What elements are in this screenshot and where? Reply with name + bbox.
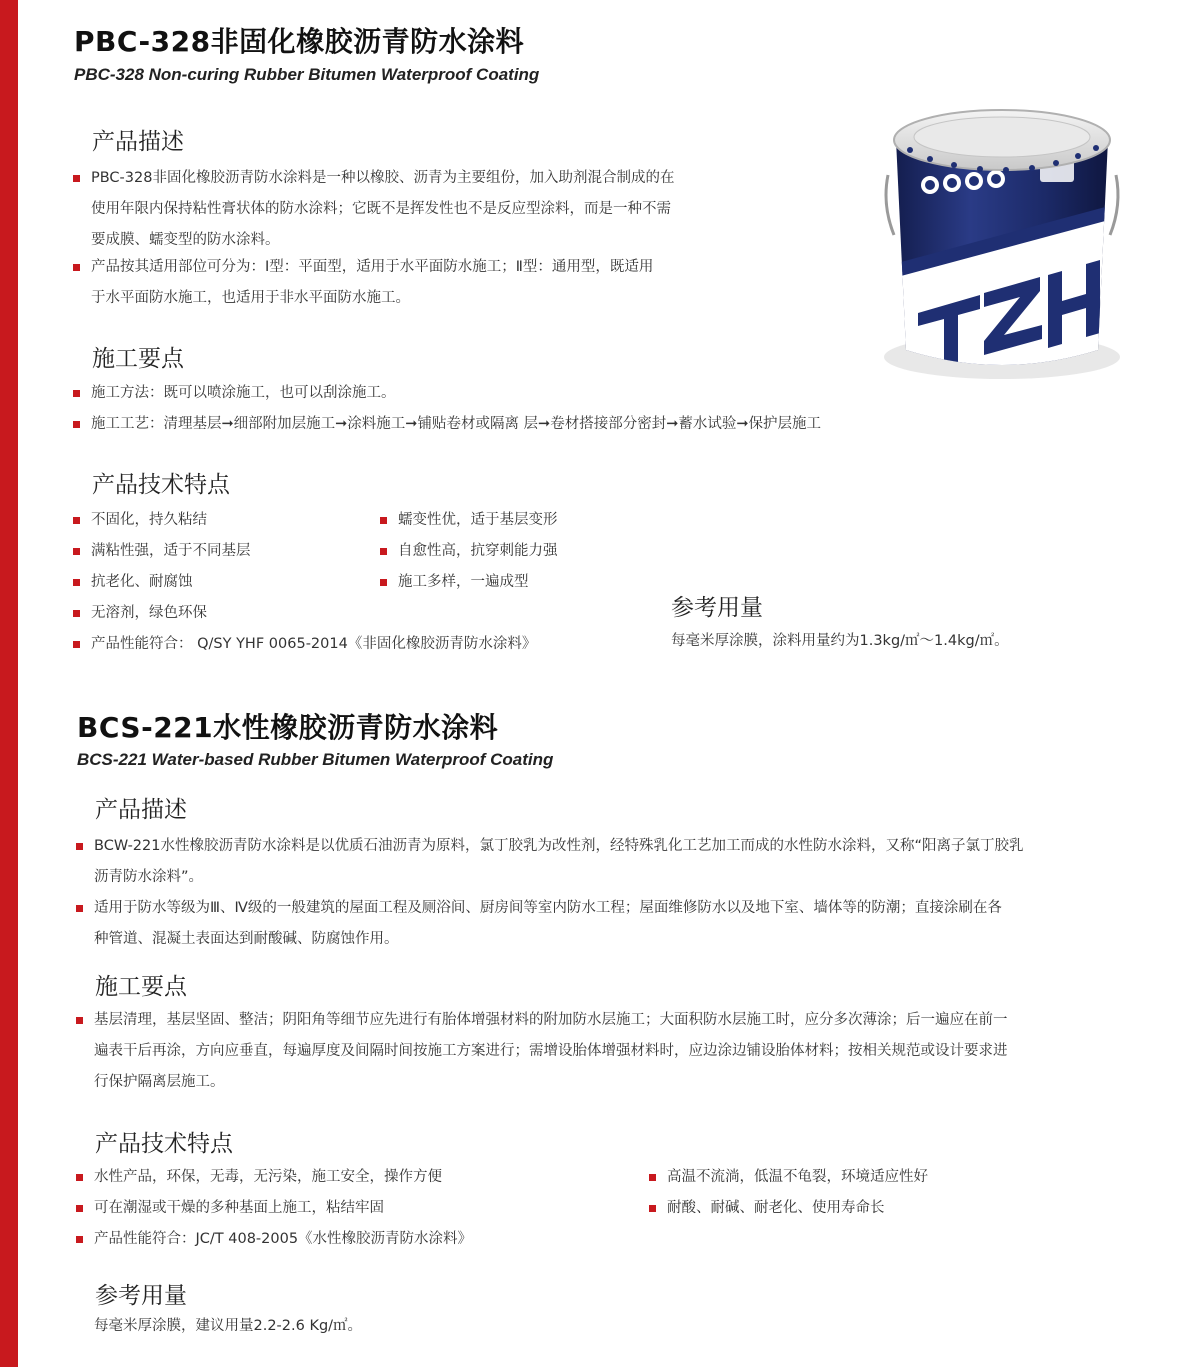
bullet-marker [73,175,80,182]
product1-feature-right-2: 自愈性高，抗穿刺能力强 [398,536,558,567]
red-side-bar [0,0,18,1367]
bullet-marker [73,264,80,271]
bullet-marker [73,579,80,586]
product2-desc-item-1: BCW-221水性橡胶沥青防水涂料是以优质石油沥青为原料，氯丁胶乳为改性剂，经特殊乳化工艺加工而成的水性防水涂料，又称“阳离子氯丁胶乳 沥青防水涂料”。 [94,831,1023,893]
bullet-marker [76,1174,83,1181]
product2-title-cn: BCS-221水性橡胶沥青防水涂料 [77,711,499,744]
bullet-marker [76,1205,83,1212]
product1-feature-right-1: 蠕变性优，适于基层变形 [398,505,558,536]
bullet-marker [380,517,387,524]
product1-desc-item-1: PBC-328非固化橡胶沥青防水涂料是一种以橡胶、沥青为主要组份，加入助剂混合制成的在 使用年限内保持粘性膏状体的防水涂料；它既不是挥发性也不是反应型涂料，而是一种不需 要成膜、蠕变型的防水涂料。 [91,163,674,256]
bullet-marker [73,610,80,617]
product1-usage-text: 每毫米厚涂膜，涂料用量约为1.3kg/㎡～1.4kg/㎡。 [671,633,1009,649]
product1-desc-heading: 产品描述 [92,129,184,155]
product2-desc-heading: 产品描述 [95,797,187,823]
product1-feature-left-1: 不固化，持久粘结 [91,505,207,536]
bullet-marker [380,579,387,586]
bullet-marker [380,548,387,555]
product1-title-cn: PBC-328非固化橡胶沥青防水涂料 [74,25,525,58]
product1-feature-left-4: 无溶剂，绿色环保 [91,598,207,629]
product2-feature-left-2: 可在潮湿或干燥的多种基面上施工，粘结牢固 [94,1193,384,1224]
product2-construction-heading: 施工要点 [95,974,187,1000]
product1-construction-item-1: 施工方法：既可以喷涂施工，也可以刮涂施工。 [91,378,396,409]
product1-feature-left-5: 产品性能符合： Q/SY YHF 0065-2014《非固化橡胶沥青防水涂料》 [91,629,536,660]
product2-feature-right-1: 高温不流淌，低温不龟裂，环境适应性好 [667,1162,928,1193]
bullet-marker [73,641,80,648]
product1-construction-item-2: 施工工艺：清理基层➞细部附加层施工➞涂料施工➞铺贴卷材或隔离 层➞卷材搭接部分密封➞蓄水试验➞保护层施工 [91,409,821,440]
bullet-marker [76,1017,83,1024]
product2-usage-text: 每毫米厚涂膜，建议用量2.2-2.6 Kg/㎡。 [94,1318,363,1334]
product2-feature-right-2: 耐酸、耐碱、耐老化、使用寿命长 [667,1193,885,1224]
product1-usage-heading: 参考用量 [671,595,763,621]
product2-feature-left-1: 水性产品，环保，无毒，无污染，施工安全，操作方便 [94,1162,442,1193]
product2-features-heading: 产品技术特点 [95,1131,233,1157]
bullet-marker [76,905,83,912]
product1-desc-item-2: 产品按其适用部位可分为：Ⅰ型：平面型，适用于水平面防水施工；Ⅱ型：通用型，既适用 于水平面防水施工，也适用于非水平面防水施工。 [91,252,653,314]
product1-feature-right-3: 施工多样，一遍成型 [398,567,529,598]
product1-feature-left-2: 满粘性强，适于不同基层 [91,536,251,567]
product2-desc-item-2: 适用于防水等级为Ⅲ、Ⅳ级的一般建筑的屋面工程及厕浴间、厨房间等室内防水工程；屋面维修防水以及地下室、墙体等的防潮；直接涂刷在各 种管道、混凝土表面达到耐酸碱、防腐蚀作用。 [94,893,1002,955]
product2-feature-left-3: 产品性能符合：JC/T 408-2005《水性橡胶沥青防水涂料》 [94,1224,472,1255]
product2-title-en: BCS-221 Water-based Rubber Bitumen Waterproof Coating [77,750,554,769]
product1-construction-heading: 施工要点 [92,346,184,372]
product1-feature-left-3: 抗老化、耐腐蚀 [91,567,193,598]
product-pail-image [880,95,1125,385]
product1-features-heading: 产品技术特点 [92,472,230,498]
bullet-marker [73,421,80,428]
bullet-marker [76,1236,83,1243]
bullet-marker [73,390,80,397]
bullet-marker [649,1174,656,1181]
bullet-marker [649,1205,656,1212]
bullet-marker [73,548,80,555]
bullet-marker [73,517,80,524]
product2-usage-heading: 参考用量 [95,1283,187,1309]
product1-title-en: PBC-328 Non-curing Rubber Bitumen Waterproof Coating [74,65,540,84]
bullet-marker [76,843,83,850]
product2-construction-item-1: 基层清理，基层坚固、整洁；阴阳角等细节应先进行有胎体增强材料的附加防水层施工；大面积防水层施工时，应分多次薄涂；后一遍应在前一 遍表干后再涂，方向应垂直，每遍厚度及间隔时间按施工方案进行；需增设胎体增强材料时，应边涂边铺设胎体材料；按相关规范或设计要求进 行保护隔离层施工。 [94,1005,1008,1098]
